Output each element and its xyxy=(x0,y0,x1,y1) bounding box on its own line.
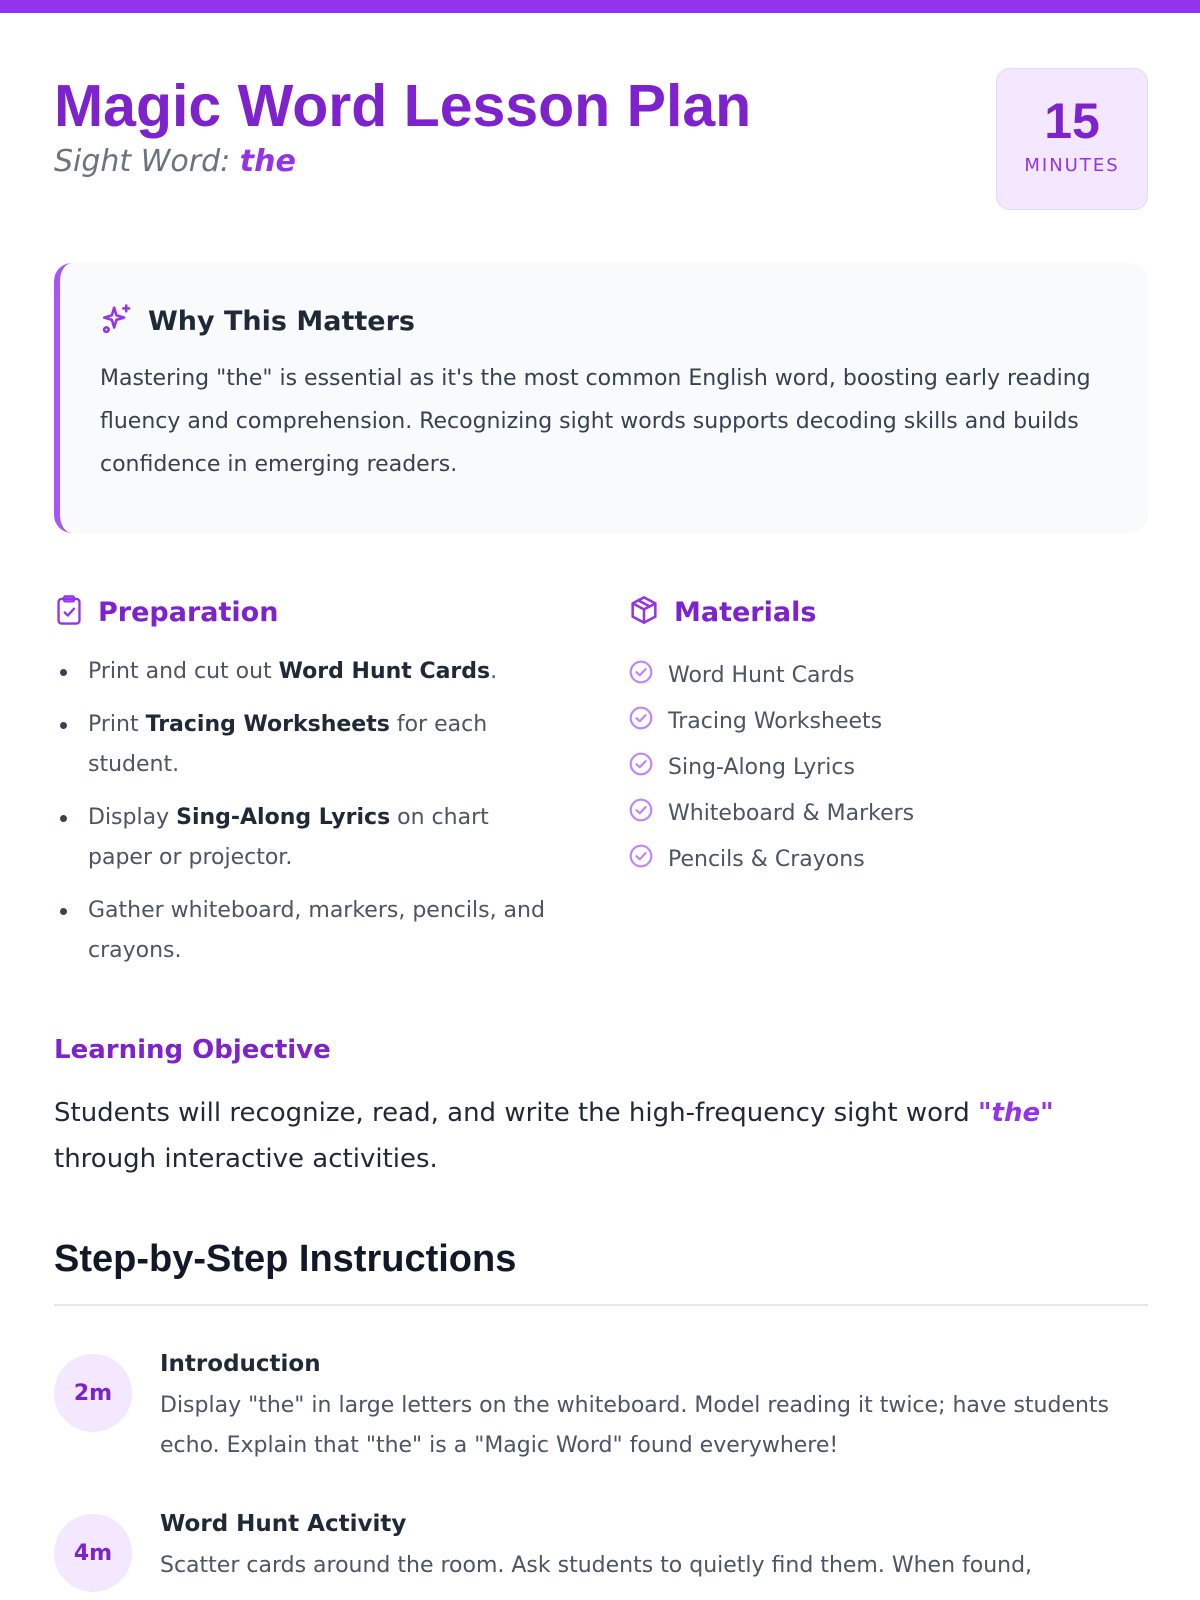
step-time-badge: 2m xyxy=(54,1354,132,1432)
materials-list xyxy=(628,652,1148,882)
package-icon xyxy=(628,594,660,630)
check-circle-icon xyxy=(628,843,654,875)
steps-title: Step-by-Step Instructions xyxy=(54,1238,517,1280)
preparation-header xyxy=(54,592,554,632)
objective-highlight: "the" xyxy=(978,1098,1054,1128)
check-circle-icon xyxy=(628,797,654,829)
preparation-list xyxy=(54,652,554,971)
duration-unit: MINUTES xyxy=(1024,155,1120,176)
divider xyxy=(54,1304,1148,1306)
list-item: Display Sing-Along Lyrics on chart paper or projector. xyxy=(54,798,554,878)
materials-title: Materials xyxy=(674,596,817,628)
list-item: Print Tracing Worksheets for each student. xyxy=(54,705,554,785)
check-circle-icon xyxy=(628,751,654,783)
why-header xyxy=(100,301,1108,341)
step-body xyxy=(160,1508,1120,1586)
step-description: Display "the" in large letters on the whiteboard. Model reading it twice; have students echo. Explain that "the" is a "Magic Word" found everywhere! xyxy=(160,1393,1110,1458)
step-title: Word Hunt Activity xyxy=(160,1511,407,1537)
duration-card xyxy=(996,68,1148,210)
list-item: Print and cut out Word Hunt Cards. xyxy=(54,652,554,692)
list-item: Word Hunt Cards xyxy=(628,652,1148,698)
check-circle-icon xyxy=(628,659,654,691)
step-time-badge: 4m xyxy=(54,1514,132,1592)
sight-word: the xyxy=(239,144,296,179)
list-item: Whiteboard & Markers xyxy=(628,790,1148,836)
list-item: Gather whiteboard, markers, pencils, and crayons. xyxy=(54,891,554,971)
materials-section xyxy=(628,592,1148,882)
objective-title: Learning Objective xyxy=(54,1035,331,1065)
check-circle-icon xyxy=(628,705,654,737)
list-item: Pencils & Crayons xyxy=(628,836,1148,882)
objective-text: Students will recognize, read, and write the high-frequency sight word "the" through interactive activities. xyxy=(54,1098,1054,1174)
page-header xyxy=(54,68,1148,210)
duration-value: 15 xyxy=(1044,93,1100,149)
preparation-title: Preparation xyxy=(98,596,279,628)
learning-objective-section xyxy=(54,1030,1148,1182)
why-text: Mastering "the" is essential as it's the most common English word, boosting early reading fluency and comprehension. Recognizing sight words supports decoding skills and builds confidence in emerging readers. xyxy=(100,366,1091,477)
step-description: Scatter cards around the room. Ask students to quietly find them. When found, xyxy=(160,1553,1033,1578)
top-accent-bar xyxy=(0,0,1200,13)
page-title: Magic Word Lesson Plan xyxy=(54,73,752,139)
why-title: Why This Matters xyxy=(148,305,415,337)
list-item: Sing-Along Lyrics xyxy=(628,744,1148,790)
materials-header xyxy=(628,592,1148,632)
preparation-section xyxy=(54,592,554,984)
step-title: Introduction xyxy=(160,1351,321,1377)
step-body xyxy=(160,1348,1120,1466)
page-subtitle xyxy=(54,144,296,179)
sparkles-icon xyxy=(100,302,134,340)
subtitle-prefix: Sight Word: xyxy=(54,144,240,179)
list-item: Tracing Worksheets xyxy=(628,698,1148,744)
why-this-matters-box xyxy=(54,263,1148,533)
clipboard-check-icon xyxy=(54,594,84,630)
steps-section xyxy=(54,1236,1148,1578)
